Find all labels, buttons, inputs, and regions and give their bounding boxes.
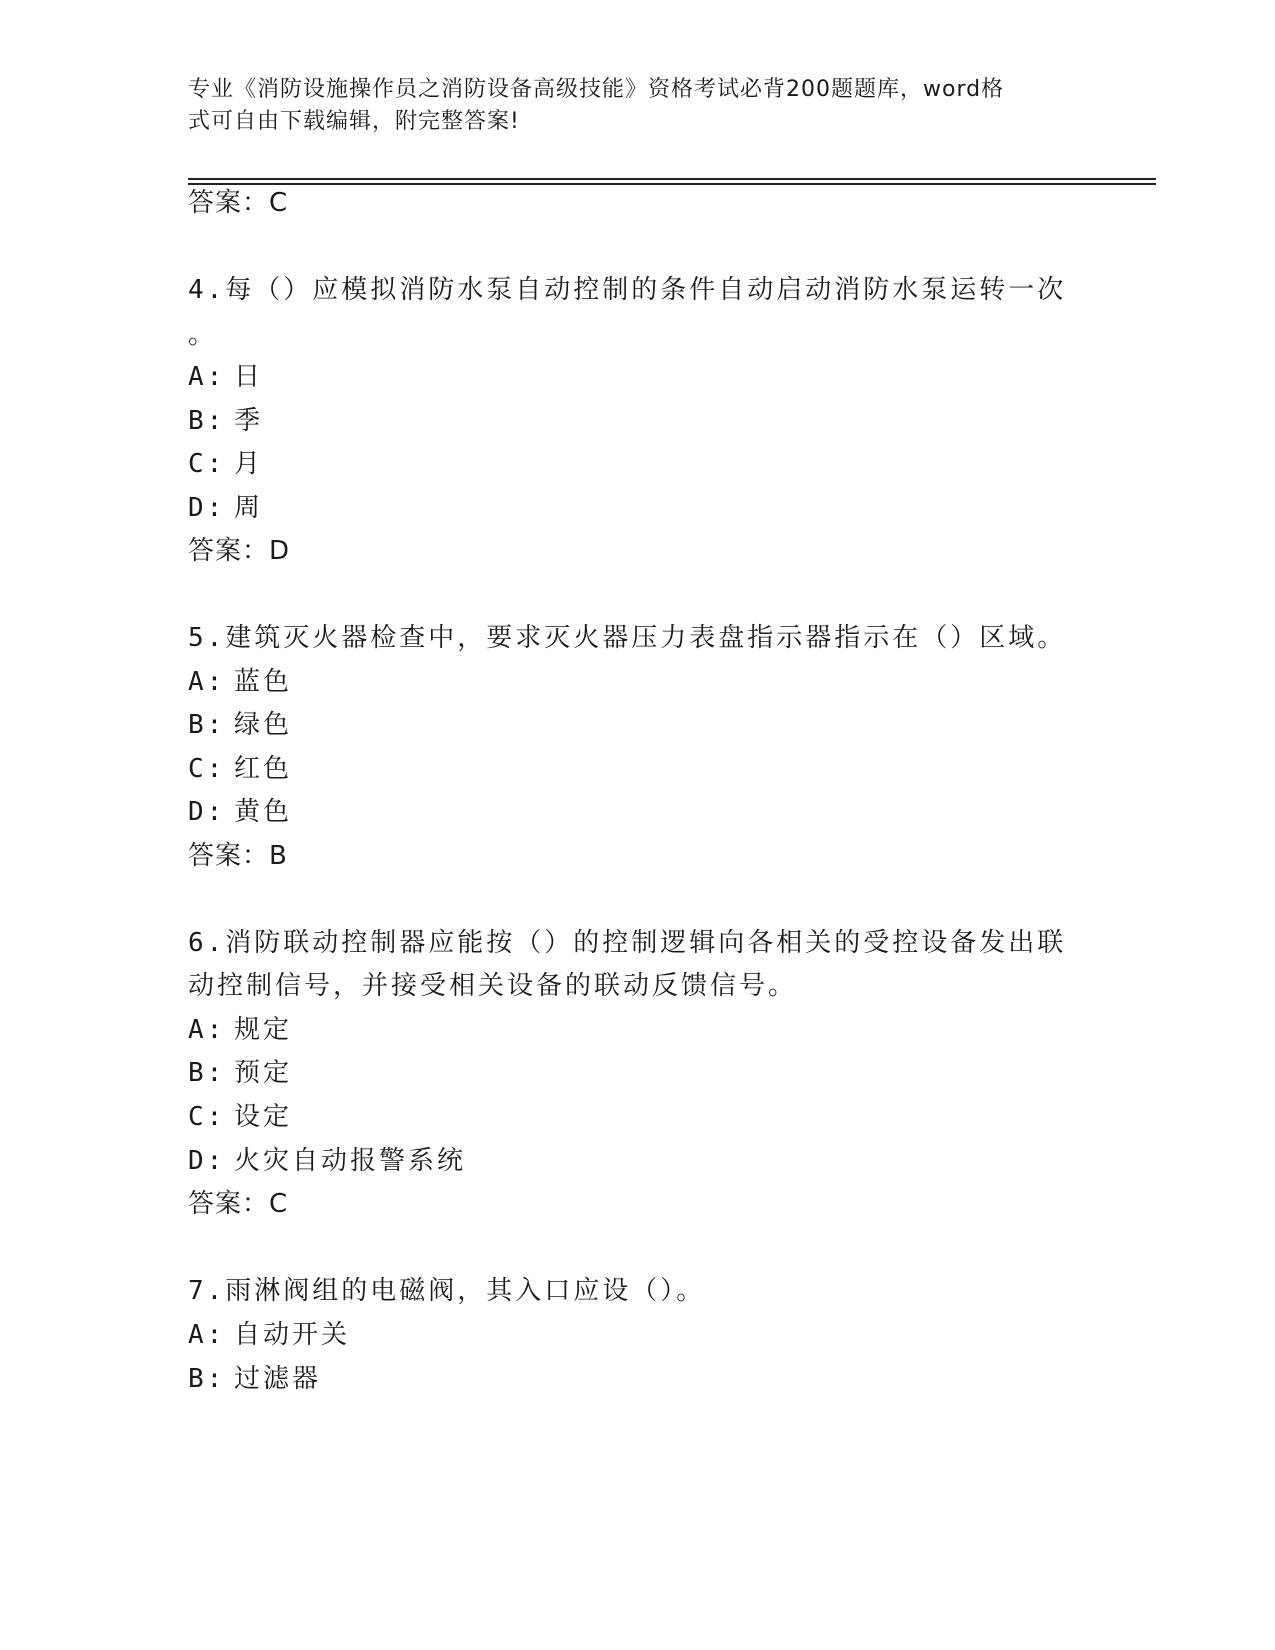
option-text: 规定 [234, 1015, 293, 1045]
option-label: C: [188, 449, 226, 479]
question-4-option-c [188, 447, 263, 481]
option-label: A: [188, 1015, 226, 1045]
option-label: B: [188, 1058, 226, 1088]
option-text: 火灾自动报警系统 [234, 1146, 467, 1176]
question-6-option-c [188, 1100, 292, 1134]
question-4-option-a [188, 360, 263, 394]
question-5-option-b [188, 708, 292, 742]
option-text: 蓝色 [234, 667, 293, 697]
header-rule-bottom [188, 183, 1156, 185]
header-line-2: 式可自由下载编辑，附完整答案! [188, 109, 520, 134]
option-text: 黄色 [234, 797, 293, 827]
option-text: 日 [234, 362, 264, 392]
question-6-stem-line-2: 动控制信号，并接受相关设备的联动反馈信号。 [188, 971, 798, 1001]
option-label: A: [188, 362, 226, 392]
option-text: 预定 [234, 1058, 293, 1088]
option-text: 月 [234, 449, 264, 479]
question-5-option-d [188, 795, 292, 829]
option-text: 设定 [234, 1102, 293, 1132]
option-label: B: [188, 406, 226, 436]
question-5-answer: 答案：B [188, 841, 288, 871]
option-text: 季 [234, 406, 264, 436]
question-4-answer: 答案：D [188, 536, 291, 566]
option-text: 过滤器 [234, 1364, 322, 1394]
question-6-option-a [188, 1013, 292, 1047]
question-7-option-b [188, 1362, 321, 1396]
question-5-option-a [188, 665, 292, 699]
option-label: B: [188, 710, 226, 740]
option-label: D: [188, 1146, 226, 1176]
question-6-answer: 答案：C [188, 1189, 289, 1219]
option-label: A: [188, 1320, 226, 1350]
question-5-stem-line-1: 5.建筑灭火器检查中，要求灭火器压力表盘指示器指示在（）区域。 [188, 623, 1067, 653]
question-7-option-a [188, 1318, 350, 1352]
question-4-option-b [188, 404, 263, 438]
question-4-option-d [188, 491, 263, 525]
document-header [188, 74, 1068, 138]
option-text: 绿色 [234, 710, 293, 740]
question-6-stem-line-1: 6.消防联动控制器应能按（）的控制逻辑向各相关的受控设备发出联 [188, 928, 1067, 958]
question-4-stem-line-2: 。 [188, 320, 218, 350]
question-6-option-b [188, 1056, 292, 1090]
option-text: 红色 [234, 754, 293, 784]
header-rule-top [188, 178, 1156, 180]
question-6-option-d [188, 1144, 466, 1178]
question-4-stem-line-1: 4.每（）应模拟消防水泵自动控制的条件自动启动消防水泵运转一次 [188, 275, 1067, 305]
option-label: C: [188, 754, 226, 784]
option-text: 自动开关 [234, 1320, 351, 1350]
header-line-1: 专业《消防设施操作员之消防设备高级技能》资格考试必背200题题库，word格 [188, 77, 1005, 102]
option-label: D: [188, 797, 226, 827]
option-label: D: [188, 493, 226, 523]
question-5-option-c [188, 752, 292, 786]
option-label: C: [188, 1102, 226, 1132]
option-label: A: [188, 667, 226, 697]
option-text: 周 [234, 493, 264, 523]
option-label: B: [188, 1364, 226, 1394]
question-7-stem-line-1: 7.雨淋阀组的电磁阀，其入口应设（）。 [188, 1276, 706, 1306]
answer-prev: 答案：C [188, 188, 289, 218]
